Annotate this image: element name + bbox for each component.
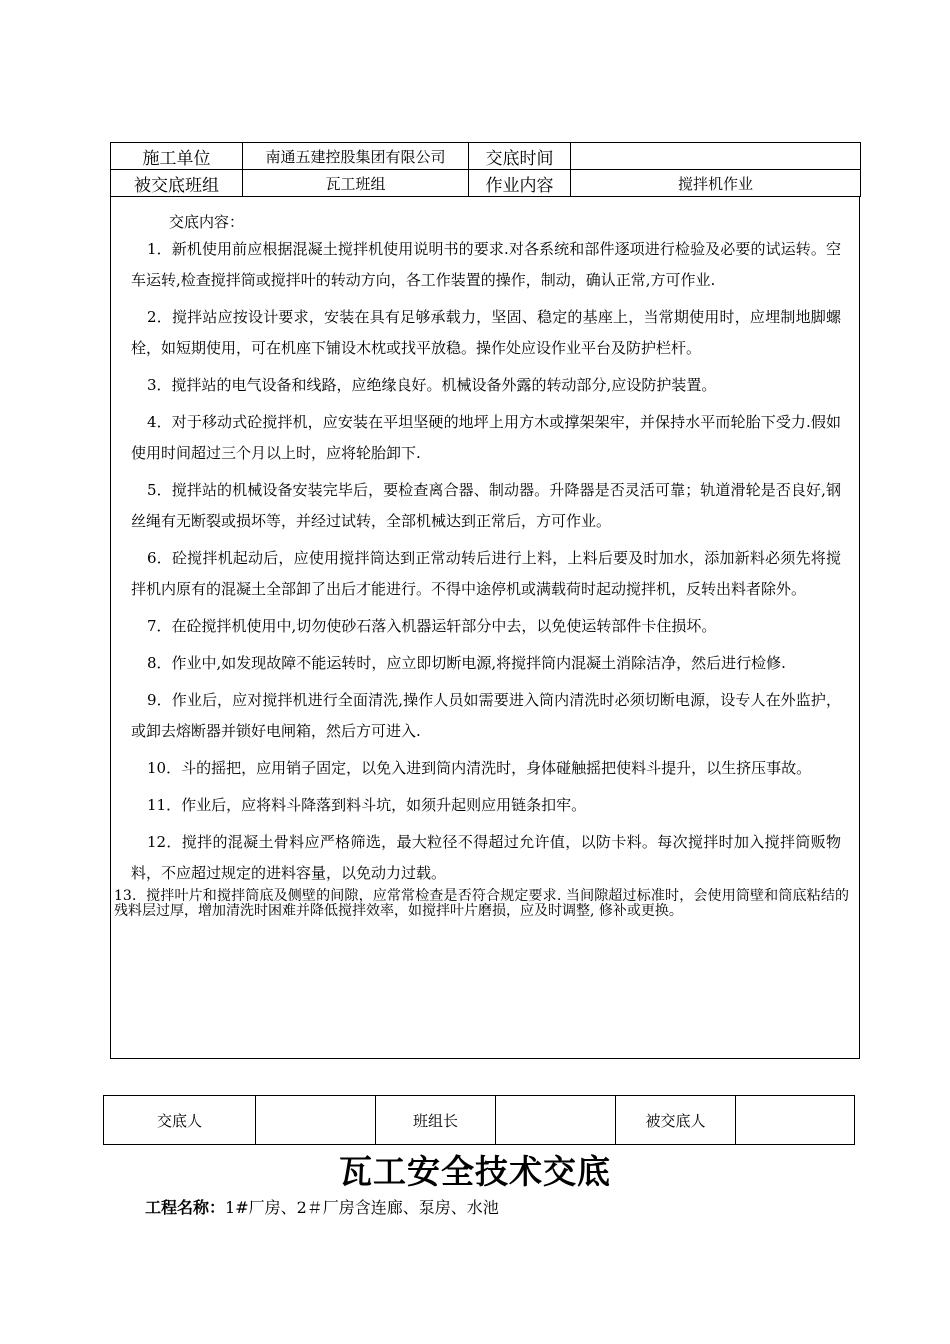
team-leader-signature-field[interactable] — [496, 1096, 616, 1145]
briefing-time-label: 交底时间 — [469, 143, 571, 170]
receiver-label: 被交底人 — [616, 1096, 736, 1145]
content-item: 9．作业后，应对搅拌机进行全面清洗,操作人员如需要进入筒内清洗时必须切断电源，设专人在外监护，或卸去熔断器并锁好电闸箱，然后方可进入. — [131, 691, 841, 740]
project-name-line — [145, 1195, 499, 1218]
header-table — [110, 142, 861, 197]
work-content-label: 作业内容 — [469, 170, 571, 197]
construction-unit-value: 南通五建控股集团有限公司 — [243, 143, 469, 170]
presenter-label: 交底人 — [104, 1096, 256, 1145]
work-content-value: 搅拌机作业 — [571, 170, 861, 197]
content-item: 11．作业后，应将料斗降落到料斗坑，如须升起则应用链条扣牢。 — [147, 796, 587, 814]
content-item: 12．搅拌的混凝土骨料应严格筛选，最大粒径不得超过允许值，以防卡料。每次搅拌时加入搅拌筒贩物料，不应超过规定的进料容量，以免动力过载。 — [131, 833, 841, 882]
header-row-2 — [111, 170, 861, 197]
content-item: 2．搅拌站应按设计要求，安装在具有足够承载力，坚固、稳定的基座上，当常期使用时，应埋制地脚螺栓，如短期使用，可在机座下铺设木枕或找平放稳。操作处应设作业平台及防护栏杆。 — [131, 308, 841, 357]
content-item: 6．砼搅拌机起动后，应使用搅拌筒达到正常动转后进行上料，上料后要及时加水，添加新料必须先将搅拌机内原有的混凝土全部卸了出后才能进行。不得中途停机或满载荷时起动搅拌机，反转出料者除外。 — [131, 549, 841, 598]
briefing-content — [110, 196, 860, 1059]
content-item: 10．斗的摇把，应用销子固定，以免入进到筒内清洗时，身体碰触摇把使料斗提升，以生挤压事故。 — [147, 759, 812, 777]
content-item: 3．搅拌站的电气设备和线路，应绝缘良好。机械设备外露的转动部分,应设防护装置。 — [147, 376, 717, 394]
content-item: 4．对于移动式砼搅拌机，应安装在平坦坚硬的地坪上用方木或撑架架牢，并保持水平而轮胎下受力.假如使用时间超过三个月以上时，应将轮胎卸下. — [131, 413, 841, 462]
project-name-value: 1#厂房、2＃厂房含连廊、泵房、水池 — [225, 1198, 499, 1217]
presenter-signature-field[interactable] — [256, 1096, 376, 1145]
signoff-table — [103, 1095, 855, 1145]
signoff-row — [104, 1096, 855, 1145]
content-intro: 交底内容： — [169, 213, 245, 231]
content-item: 5．搅拌站的机械设备安装完毕后，要检查离合器、制动器。升降器是否灵活可靠；轨道滑轮是否良好,钢丝绳有无断裂或损坏等，并经过试转，全部机械达到正常后，方可作业。 — [131, 481, 841, 530]
construction-unit-label: 施工单位 — [111, 143, 243, 170]
team-label: 被交底班组 — [111, 170, 243, 197]
receiver-signature-field[interactable] — [736, 1096, 855, 1145]
content-item: 7．在砼搅拌机使用中,切勿使砂石落入机器运轩部分中去，以免使运转部件卡住损坏。 — [147, 617, 717, 635]
content-item: 8．作业中,如发现故障不能运转时，应立即切断电源,将搅拌筒内混凝土消除洁净，然后进行检修. — [147, 654, 786, 672]
briefing-time-value — [571, 143, 861, 170]
content-item: 1．新机使用前应根据混凝土搅拌机使用说明书的要求.对各系统和部件逐项进行检验及必要的试运转。空车运转,检查搅拌筒或搅拌叶的转动方向，各工作装置的操作，制动，确认正常,方可作业. — [131, 240, 841, 289]
team-leader-label: 班组长 — [376, 1096, 496, 1145]
team-value: 瓦工班组 — [243, 170, 469, 197]
content-item-13: 13．搅拌叶片和搅拌筒底及侧壁的间隙，应常常检查是否符合规定要求. 当间隙超过标准时，会使用筒壁和筒底粘结的残料层过厚，增加清洗时困难并降低搅拌效率，如搅拌叶片磨损，应及时调整, 修补或更换。 — [114, 888, 849, 919]
header-row-1 — [111, 143, 861, 170]
next-document-title: 瓦工安全技术交底 — [339, 1152, 611, 1191]
project-name-label: 工程名称： — [145, 1198, 226, 1217]
